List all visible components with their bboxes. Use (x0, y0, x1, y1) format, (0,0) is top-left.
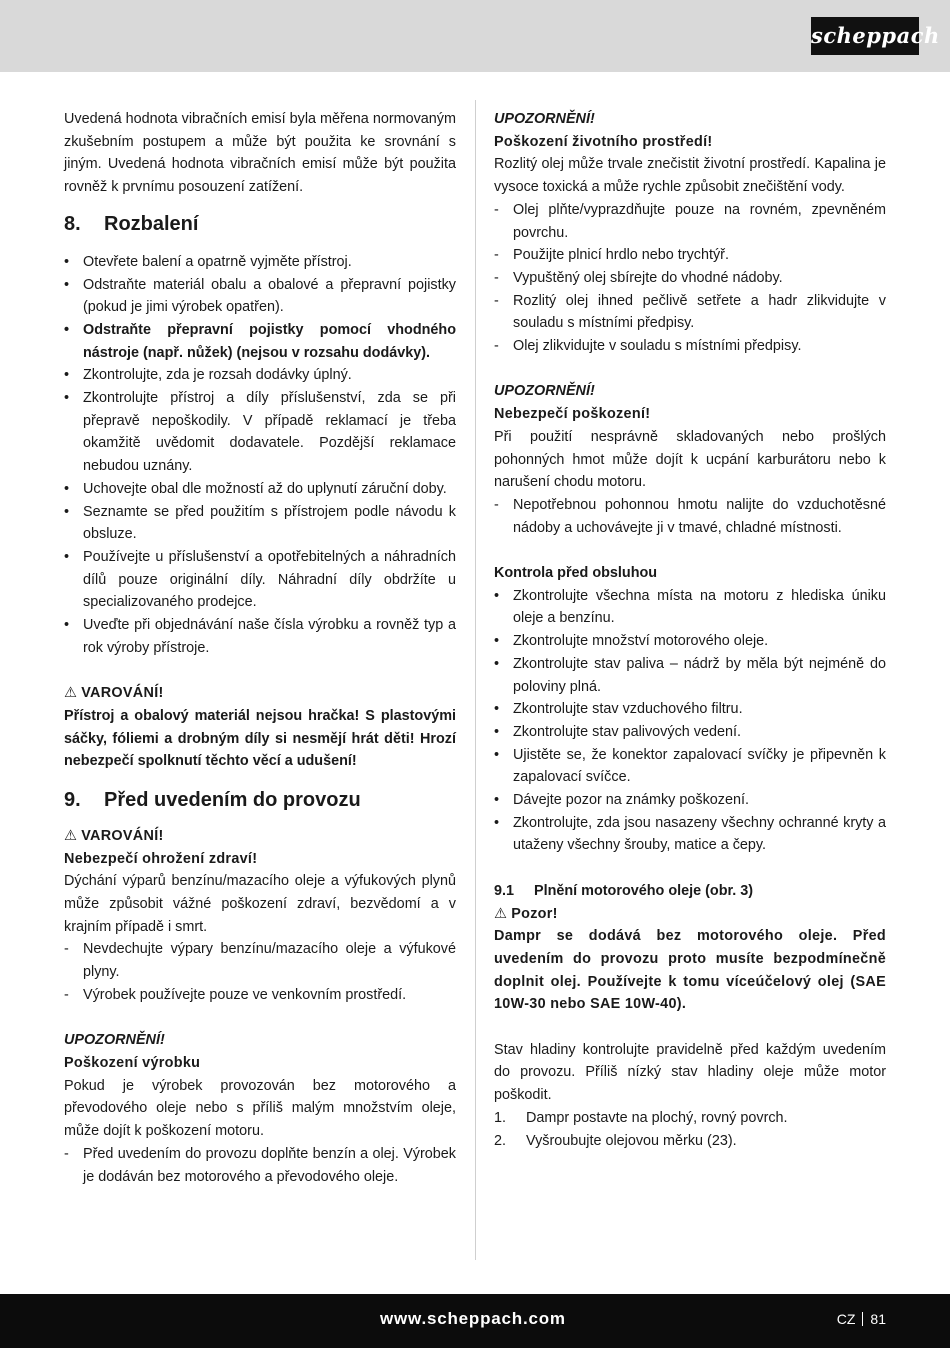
bullet-marker: • (494, 792, 500, 809)
warning-text: Dýchání výparů benzínu/mazacího oleje a výfukových plynů může způsobit vážné poškození zdraví, bezvědomí a v krajním případě i smrt. (64, 873, 456, 935)
warning-label: ⚠ VAROVÁNÍ! (64, 685, 164, 702)
dash-marker: - (494, 201, 499, 218)
section-9-heading (64, 787, 456, 813)
check-heading: Kontrola před obsluhou (494, 565, 658, 582)
dash-marker: - (494, 269, 499, 286)
list-item: - Rozlitý olej ihned pečlivě setřete a hadr zlikvidujte v souladu s místními předpisy. (494, 290, 886, 335)
list-item: • Používejte u příslušenství a opotřebitelných a náhradních dílů pouze originální díly. Náhradní díly obdržíte u specializovaného prodejce. (64, 546, 456, 614)
warning-triangle-icon: ⚠ (494, 905, 508, 922)
list-item: • Dávejte pozor na známky poškození. (494, 789, 886, 812)
bullet-marker: • (494, 633, 500, 650)
list-item: • Odstraňte přepravní pojistky pomocí vhodného nástroje (např. nůžek) (nejsou v rozsahu dodávky). (64, 319, 456, 364)
dash-marker: - (64, 941, 69, 958)
bullet-marker: • (64, 276, 70, 293)
list-item: - Olej plňte/vyprazdňujte pouze na rovném, zpevněném povrchu. (494, 199, 886, 244)
list-item: • Odstraňte materiál obalu a obalové a přepravní pojistky (pokud je jimi výrobek opatřen). (64, 274, 456, 319)
bullet-marker: • (64, 321, 70, 338)
page-indicator (837, 1294, 886, 1344)
section-number: 9.1 (494, 882, 515, 899)
caution-label: ⚠ Pozor! (494, 905, 558, 922)
warning-label: ⚠ VAROVÁNÍ! (64, 827, 164, 844)
section-title: Před uvedením do provozu (104, 788, 361, 811)
list-item: • Otevřete balení a opatrně vyjměte přístroj. (64, 251, 456, 274)
step-number: 1. (494, 1109, 507, 1126)
bullet-marker: • (64, 548, 70, 565)
page-number: 81 (870, 1311, 886, 1327)
bullet-marker: • (494, 746, 500, 763)
scheppach-logo: scheppach (811, 17, 919, 55)
bullet-marker: • (64, 390, 70, 407)
list-item: - Před uvedením do provozu doplňte benzín a olej. Výrobek je dodáván bez motorového a převodového oleje. (64, 1143, 456, 1188)
list-item: - Použijte plnicí hrdlo nebo trychtýř. (494, 244, 886, 267)
notice-text: Rozlitý olej může trvale znečistit životní prostředí. Kapalina je vysoce toxická a může rychle způsobit znečištění vody. (494, 156, 886, 196)
list-item: • Uchovejte obal dle možností až do uplynutí záruční doby. (64, 478, 456, 501)
section-title: Plnění motorového oleje (obr. 3) (534, 882, 754, 899)
warning-text: Přístroj a obalový materiál nejsou hračka! S plastovými sáčky, fóliemi a drobným díly si nesmějí hrát děti! Hrozí nebezpečí spolknutí těchto věcí a udušení! (64, 707, 456, 770)
right-column (494, 108, 886, 1152)
bullet-marker: • (64, 480, 70, 497)
dash-marker: - (494, 496, 499, 513)
list-item: • Zkontrolujte stav paliva – nádrž by měla být nejméně do poloviny plná. (494, 653, 886, 698)
column-divider (475, 100, 476, 1260)
intro-paragraph: Uvedená hodnota vibračních emisí byla měřena normovaným zkušebním postupem a může být použita ke srovnání s jiným. Uvedená hodnota vibračních emisí může být použita rovněž k prvnímu posouzení zatížení. (64, 111, 456, 196)
list-item: • Zkontrolujte množství motorového oleje. (494, 630, 886, 653)
list-item: - Výrobek používejte pouze ve venkovním prostředí. (64, 984, 456, 1007)
list-item: • Zkontrolujte stav palivových vedení. (494, 721, 886, 744)
dash-marker: - (64, 986, 69, 1003)
step-item: 1. Dampr postavte na plochý, rovný povrch. (494, 1107, 886, 1130)
list-item: • Zkontrolujte, zda je rozsah dodávky úplný. (64, 364, 456, 387)
unpacking-list (64, 251, 456, 660)
list-item: • Seznamte se před použitím s přístrojem podle návodu k obsluze. (64, 501, 456, 546)
section-8-heading (64, 211, 456, 237)
step-item: 2. Vyšroubujte olejovou měrku (23). (494, 1130, 886, 1153)
bullet-marker: • (494, 814, 500, 831)
list-item: • Zkontrolujte přístroj a díly příslušenství, zda se při přepravě nepoškodily. V případě reklamací je třeba okamžitě uvědomit dodavatele. Pozdější reklamace nebudou uznány. (64, 387, 456, 478)
list-item: - Nepotřebnou pohonnou hmotu nalijte do vzduchotěsné nádoby a uchovávejte ji v tmavé, chladné místnosti. (494, 494, 886, 539)
notice-text: Pokud je výrobek provozován bez motorového a převodového oleje nebo s příliš malým množstvím oleje, může dojít k poškození motoru. (64, 1077, 456, 1140)
notice-list (494, 199, 886, 358)
bullet-marker: • (64, 253, 70, 270)
bullet-marker: • (64, 367, 70, 384)
notice-subtitle: Nebezpečí poškození! (494, 406, 651, 423)
language-code: CZ (836, 1311, 856, 1327)
footer-bar (0, 1294, 950, 1348)
header-bar (0, 0, 950, 72)
list-item: • Ujistěte se, že konektor zapalovací svíčky je připevněn k zapalovací svíčce. (494, 744, 886, 789)
bullet-marker: • (494, 587, 500, 604)
warning-subtitle: Nebezpečí ohrožení zdraví! (64, 850, 258, 867)
list-item: • Zkontrolujte všechna místa na motoru z hlediska úniku oleje a benzínu. (494, 585, 886, 630)
separator (862, 1312, 863, 1326)
bullet-marker: • (64, 617, 70, 634)
bullet-marker: • (494, 655, 500, 672)
notice-label: UPOZORNĚNÍ! (64, 1032, 165, 1049)
bullet-marker: • (494, 723, 500, 740)
dash-marker: - (494, 247, 499, 264)
list-item: - Olej zlikvidujte v souladu s místními předpisy. (494, 335, 886, 358)
bullet-marker: • (64, 503, 70, 520)
list-item: • Uveďte při objednávání naše čísla výrobku a rovněž typ a rok výroby přístroje. (64, 614, 456, 659)
notice-label: UPOZORNĚNÍ! (494, 111, 595, 127)
steps-list (494, 1107, 886, 1152)
caution-text: Dampr se dodává bez motorového oleje. Před uvedením do provozu proto musíte bezpodmínečně doplnit olej. Používejte k tomu víceúčelový olej (SAE 10W-30 nebo SAE 10W-40). (494, 928, 886, 1013)
step-number: 2. (494, 1132, 507, 1149)
section-title: Rozbalení (104, 212, 199, 235)
dash-marker: - (494, 338, 499, 355)
dash-marker: - (494, 292, 499, 309)
list-item: - Nevdechujte výpary benzínu/mazacího oleje a výfukové plyny. (64, 938, 456, 983)
notice-list (64, 1143, 456, 1188)
section-9-1-heading (494, 880, 886, 903)
notice-list (494, 494, 886, 539)
notice-subtitle: Poškození životního prostředí! (494, 133, 713, 150)
section-number: 8. (64, 212, 81, 235)
website-link[interactable]: www.scheppach.com (380, 1309, 566, 1328)
warning-triangle-icon: ⚠ (64, 685, 78, 702)
list-item: • Zkontrolujte, zda jsou nasazeny všechny ochranné kryty a utaženy všechny šrouby, matice a čepy. (494, 812, 886, 857)
list-item: • Zkontrolujte stav vzduchového filtru. (494, 698, 886, 721)
notice-text: Při použití nesprávně skladovaných nebo prošlých pohonných hmot může dojít k ucpání karburátoru nebo k narušení chodu motoru. (494, 428, 886, 491)
notice-label: UPOZORNĚNÍ! (494, 383, 595, 400)
oil-level-paragraph: Stav hladiny kontrolujte pravidelně před každým uvedením do provozu. Příliš nízký stav hladiny oleje může motor poškodit. (494, 1041, 886, 1104)
list-item: - Vypuštěný olej sbírejte do vhodné nádoby. (494, 267, 886, 290)
dash-marker: - (64, 1145, 69, 1162)
warning-triangle-icon: ⚠ (64, 827, 78, 844)
warning-list (64, 938, 456, 1006)
notice-subtitle: Poškození výrobku (64, 1054, 201, 1071)
section-number: 9. (64, 788, 81, 811)
left-column (64, 108, 456, 1188)
check-list (494, 585, 886, 857)
bullet-marker: • (494, 701, 500, 718)
